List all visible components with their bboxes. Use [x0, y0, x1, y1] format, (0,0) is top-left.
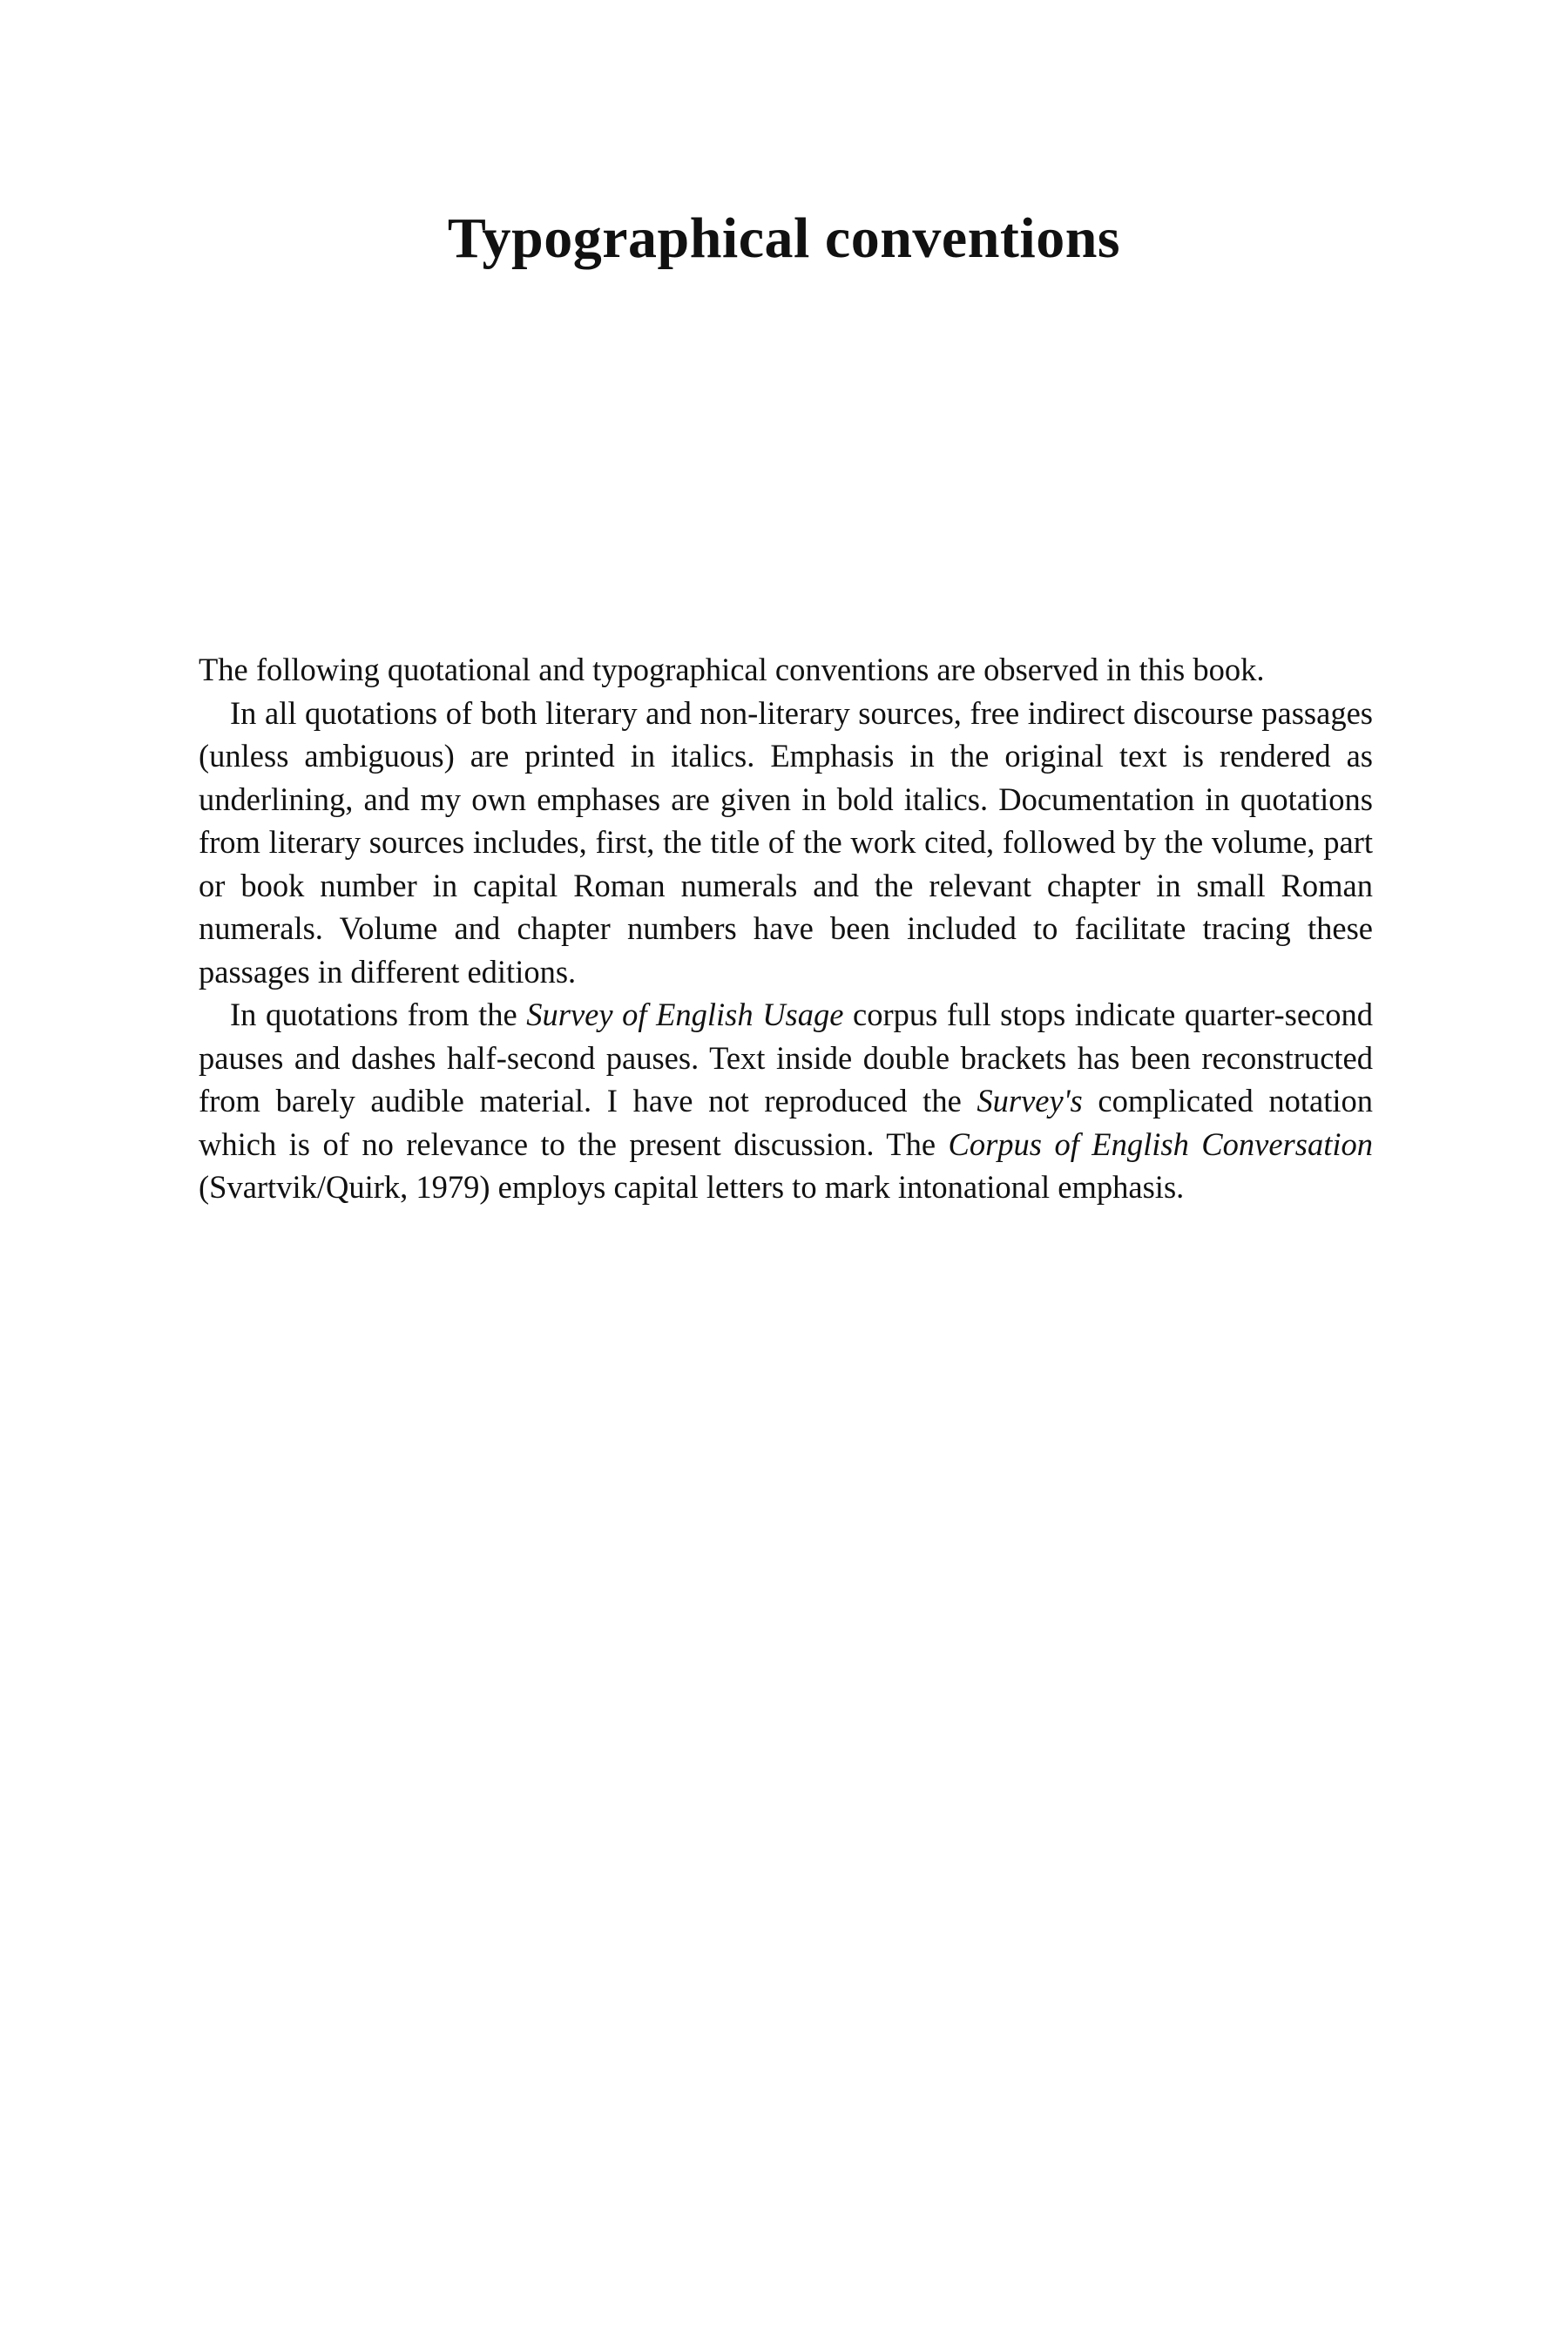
paragraph-quotation-conventions: In all quotations of both literary and non-literary sources, free indirect discourse passages (unless ambiguous) are printed in italics. Emphasis in the original text is rendered as underlining, and my own emphases are given in bold italics. Documentation in quotations from literary sources includes, first, the title of the work cited, followed by the volume, part or book number in capital Roman numerals and the relevant chapter in small Roman numerals. Volume and chapter numbers have been included to facilitate tracing these passages in different editions. [199, 694, 1373, 990]
page-title: Typographical conventions [447, 206, 1121, 271]
italic-title-corpus: Corpus of English Conversation [948, 1125, 1373, 1162]
paragraph-text-segment: (Svartvik/Quirk, 1979) employs capital letters to mark intonational emphasis. [199, 1169, 1185, 1205]
paragraph-survey-conventions [199, 993, 1373, 1209]
paragraph-intro: The following quotational and typographical conventions are observed in this book. [199, 652, 1265, 687]
paragraph-text-segment: corpus full stops indicate quarter-second pauses and dashes half-second pauses. Text inside double brackets has been reconstructed from barely audible material. I have not reproduced the [199, 997, 1373, 1119]
paragraph-text-segment: In quotations from the [230, 997, 527, 1032]
paragraph-text-segment: complicated notation which is of no relevance to the present discussion. The [199, 1083, 1373, 1162]
body-text [199, 648, 1373, 1209]
italic-title-survey: Survey of English Usage [526, 997, 844, 1032]
italic-title-surveys: Survey's [977, 1083, 1083, 1119]
